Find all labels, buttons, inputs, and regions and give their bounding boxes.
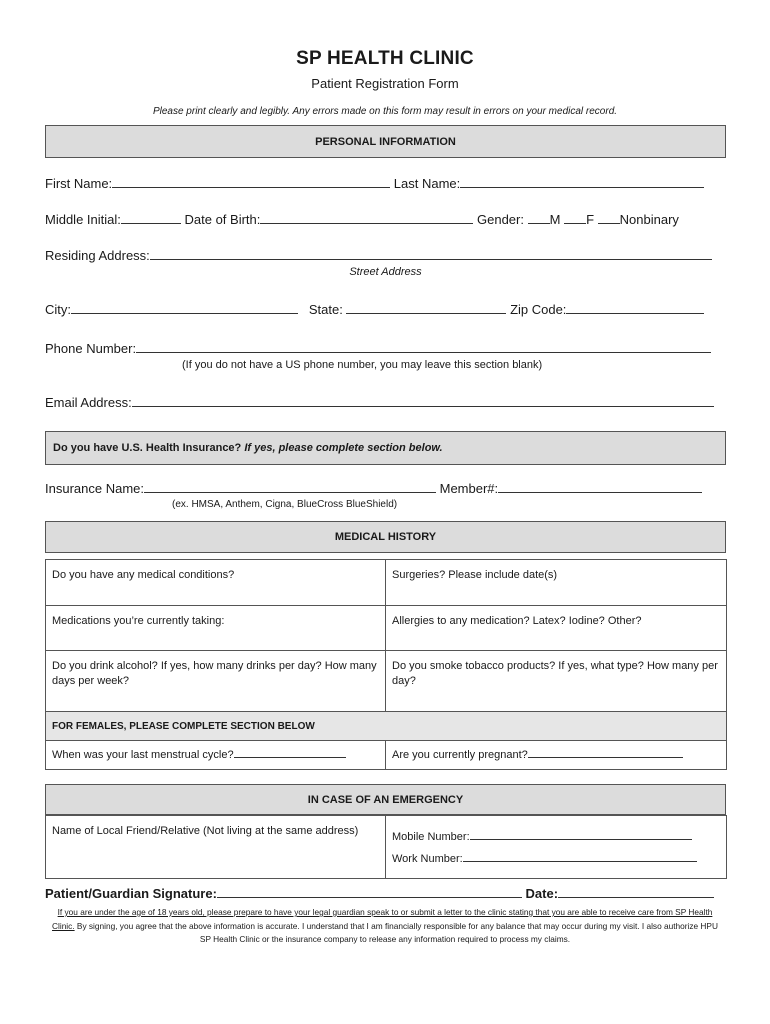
- insurance-name-label: Insurance Name:: [45, 481, 144, 496]
- date-line[interactable]: [558, 886, 714, 898]
- zip-line[interactable]: [566, 301, 704, 314]
- dob-label: Date of Birth:: [184, 212, 261, 227]
- allergies-cell[interactable]: [386, 606, 727, 651]
- gender-m-line[interactable]: [528, 211, 550, 224]
- phone-field[interactable]: [45, 340, 711, 356]
- consent-statement: By signing, you agree that the above information is accurate. I understand that I am financially responsible for any balance that may occur during my visit. I also authorize HPU SP Health Clinic or the insurance company to release any information required to process my claims.: [74, 920, 718, 944]
- email-line[interactable]: [132, 394, 714, 407]
- guardian-notice: If you are under the age of 18 years old, please prepare to have your legal guardian speak to or submit a letter to the clinic stating that you are able to receive care from SP Health Clinic.: [52, 907, 713, 931]
- phone-line[interactable]: [136, 340, 711, 353]
- member-line[interactable]: [498, 480, 702, 493]
- consent-fine-print: [50, 906, 720, 947]
- surgeries-cell[interactable]: [386, 560, 727, 606]
- signature-row: [45, 886, 714, 901]
- medications-cell[interactable]: [46, 606, 386, 651]
- gender-f-label: F: [586, 212, 595, 227]
- medical-history-table: [45, 559, 727, 770]
- tobacco-cell[interactable]: [386, 651, 727, 712]
- pregnant-label: Are you currently pregnant?: [392, 749, 528, 761]
- last-name-label: Last Name:: [393, 176, 461, 191]
- pregnant-cell[interactable]: [386, 741, 727, 770]
- signature-line[interactable]: [217, 886, 522, 898]
- first-name-field[interactable]: [45, 175, 704, 191]
- insurance-row: [45, 480, 702, 496]
- work-number-field[interactable]: [392, 848, 720, 870]
- menstrual-label: When was your last menstrual cycle?: [52, 749, 234, 761]
- mobile-number-field[interactable]: [392, 826, 720, 848]
- allergies-label: Allergies to any medication? Latex? Iodine? Other?: [392, 615, 642, 627]
- insurance-name-line[interactable]: [144, 480, 436, 493]
- gender-label: Gender:: [477, 212, 524, 227]
- menstrual-line[interactable]: [234, 747, 346, 758]
- insurance-question-italic: If yes, please complete section below.: [244, 442, 443, 454]
- middle-initial-line[interactable]: [121, 211, 181, 224]
- residing-address-field[interactable]: [45, 247, 712, 263]
- middle-dob-gender-row: [45, 211, 679, 227]
- alcohol-label: Do you drink alcohol? If yes, how many drinks per day? How many days per week?: [52, 660, 377, 687]
- emergency-table: [45, 815, 727, 879]
- residing-address-line[interactable]: [150, 247, 712, 260]
- medical-history-heading-text: MEDICAL HISTORY: [334, 531, 437, 543]
- gender-nb-line[interactable]: [598, 211, 620, 224]
- females-section-heading-text: FOR FEMALES, PLEASE COMPLETE SECTION BELOW: [52, 720, 315, 732]
- work-number-label: Work Number:: [392, 853, 463, 865]
- mobile-number-label: Mobile Number:: [392, 831, 470, 843]
- work-number-line[interactable]: [463, 851, 697, 862]
- phone-label: Phone Number:: [45, 341, 137, 356]
- insurance-question-bar: [45, 431, 726, 465]
- insurance-examples: (ex. HMSA, Anthem, Cigna, BlueCross BlueShield): [172, 499, 398, 510]
- pregnant-line[interactable]: [528, 747, 683, 758]
- emergency-numbers-cell: [386, 816, 727, 879]
- tobacco-label: Do you smoke tobacco products? If yes, what type? How many per day?: [392, 660, 718, 687]
- alcohol-cell[interactable]: [46, 651, 386, 712]
- street-address-caption: Street Address: [349, 266, 422, 278]
- city-label: City:: [45, 302, 71, 317]
- zip-label: Zip Code:: [510, 302, 567, 317]
- city-line[interactable]: [71, 301, 298, 314]
- medical-conditions-label: Do you have any medical conditions?: [52, 569, 235, 581]
- last-name-line[interactable]: [460, 175, 704, 188]
- gender-nb-label: Nonbinary: [619, 212, 679, 227]
- personal-info-heading-text: PERSONAL INFORMATION: [315, 135, 456, 148]
- medical-history-heading: [45, 521, 726, 553]
- menstrual-cell[interactable]: [46, 741, 386, 770]
- residing-address-label: Residing Address:: [45, 248, 150, 263]
- mobile-number-line[interactable]: [470, 829, 692, 840]
- date-label: Date:: [525, 886, 559, 901]
- first-name-label: First Name:: [45, 176, 113, 191]
- emergency-contact-cell[interactable]: [46, 816, 386, 879]
- signature-label: Patient/Guardian Signature:: [45, 886, 217, 901]
- emergency-heading-text: IN CASE OF AN EMERGENCY: [307, 793, 464, 806]
- insurance-question: Do you have U.S. Health Insurance?: [53, 442, 242, 454]
- email-label: Email Address:: [45, 395, 132, 410]
- medications-label: Medications you’re currently taking:: [52, 615, 225, 627]
- emergency-contact-label: Name of Local Friend/Relative (Not living at the same address): [52, 825, 359, 837]
- surgeries-label: Surgeries? Please include date(s): [392, 569, 558, 581]
- print-notice: Please print clearly and legibly. Any errors made on this form may result in errors on your medical record.: [152, 106, 618, 117]
- gender-f-line[interactable]: [564, 211, 586, 224]
- females-section-heading: [46, 712, 727, 741]
- member-label: Member#:: [439, 481, 499, 496]
- middle-initial-label: Middle Initial:: [45, 212, 121, 227]
- page-title: SP HEALTH CLINIC: [296, 48, 474, 69]
- page-subtitle: Patient Registration Form: [311, 76, 459, 91]
- city-state-zip-row: [45, 301, 704, 317]
- email-field[interactable]: [45, 394, 714, 410]
- gender-m-label: M: [549, 212, 561, 227]
- phone-note: (If you do not have a US phone number, you may leave this section blank): [182, 359, 543, 371]
- first-name-line[interactable]: [112, 175, 390, 188]
- state-label: State:: [308, 302, 343, 317]
- medical-conditions-cell[interactable]: [46, 560, 386, 606]
- dob-line[interactable]: [260, 211, 473, 224]
- state-line[interactable]: [346, 301, 506, 314]
- personal-info-heading: [45, 125, 726, 158]
- emergency-heading: [45, 784, 726, 815]
